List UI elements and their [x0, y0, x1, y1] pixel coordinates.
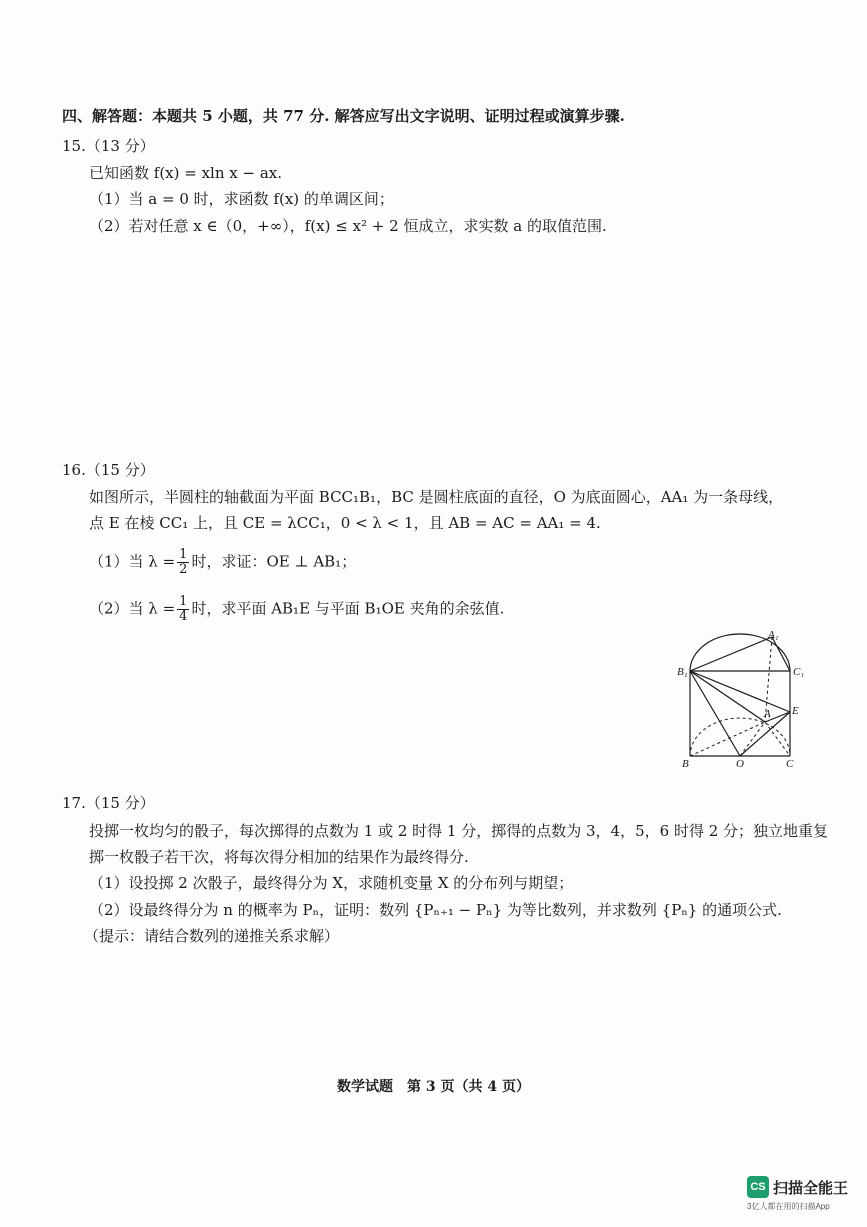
q16-stem-line2: 点 E 在棱 CC₁ 上，且 CE = λCC₁，0 < λ < 1，且 AB = AC = AA₁ = 4. [89, 514, 601, 532]
scanner-app-name: 扫描全能王 [773, 1179, 849, 1197]
fraction-denominator: 4 [179, 609, 188, 624]
scanner-tagline: 3亿人都在用的扫描App [747, 1202, 830, 1211]
edge-b1o [690, 671, 740, 756]
q16-header: 16.（15 分） [62, 461, 155, 479]
half-cylinder-figure [672, 628, 812, 770]
label-a1: A₁ [768, 629, 779, 641]
q17-stem-line1: 投掷一枚均匀的骰子，每次掷得的点数为 1 或 2 时得 1 分，掷得的点数为 3，4，5，6 时得 2 分；独立地重复 [89, 822, 829, 840]
q17-stem-line2: 掷一枚骰子若干次，将每次得分相加的结果作为最终得分. [89, 848, 469, 866]
edge-ac-hidden [765, 722, 790, 756]
q16-part2-suffix: 时，求平面 AB₁E 与平面 B₁OE 夹角的余弦值. [191, 599, 505, 618]
edge-oa-hidden [740, 722, 765, 756]
q17-part1: （1）设投掷 2 次骰子，最终得分为 X，求随机变量 X 的分布列与期望； [89, 874, 574, 892]
label-b: B [682, 758, 689, 770]
section-heading: 四、解答题：本题共 5 小题，共 77 分. 解答应写出文字说明、证明过程或演算步骤. [62, 107, 625, 125]
q17-part2: （2）设最终得分为 n 的概率为 Pₙ，证明：数列 {Pₙ₊₁ − Pₙ} 为等比数列，并求数列 {Pₙ} 的通项公式. [89, 901, 782, 919]
q15-part2: （2）若对任意 x ∈（0，+∞），f(x) ≤ x² + 2 恒成立，求实数 a 的取值范围. [89, 217, 607, 235]
q16-part1 [89, 548, 356, 577]
q16-stem-line1: 如图所示，半圆柱的轴截面为平面 BCC₁B₁，BC 是圆柱底面的直径，O 为底面圆心，AA₁ 为一条母线， [89, 488, 784, 506]
page-footer: 数学试题 第 3 页（共 4 页） [337, 1079, 530, 1095]
q16-part1-prefix: （1）当 λ = [89, 552, 176, 571]
q15-part1: （1）当 a = 0 时，求函数 f(x) 的单调区间； [89, 190, 394, 208]
edge-b1a1 [690, 637, 772, 671]
q16-part2-prefix: （2）当 λ = [89, 599, 176, 618]
bottom-arc-hidden [690, 718, 790, 756]
q17-hint: （提示：请结合数列的递推关系求解） [84, 927, 340, 945]
q15-header: 15.（13 分） [62, 137, 155, 155]
fraction-denominator: 2 [179, 562, 188, 577]
q15-stem: 已知函数 f(x) = xln x − ax. [89, 164, 283, 182]
label-a: A [764, 708, 771, 720]
edge-a1c1 [772, 637, 790, 671]
label-b1: B₁ [677, 666, 688, 678]
fraction-one-quarter [177, 595, 189, 624]
label-e: E [792, 705, 799, 717]
fraction-numerator: 1 [179, 547, 188, 562]
label-c1: C₁ [793, 666, 805, 678]
q17-header: 17.（15 分） [62, 794, 155, 812]
scanner-logo-icon: CS [747, 1176, 769, 1198]
edge-ba-hidden [690, 722, 765, 756]
edge-b1e [690, 671, 790, 712]
fraction-one-half [177, 548, 189, 577]
q16-part1-suffix: 时，求证：OE ⊥ AB₁； [191, 552, 357, 571]
label-c: C [786, 758, 794, 770]
label-o: O [736, 758, 744, 770]
q16-part2 [89, 595, 504, 624]
scanner-watermark [747, 1176, 849, 1211]
fraction-numerator: 1 [179, 594, 188, 609]
